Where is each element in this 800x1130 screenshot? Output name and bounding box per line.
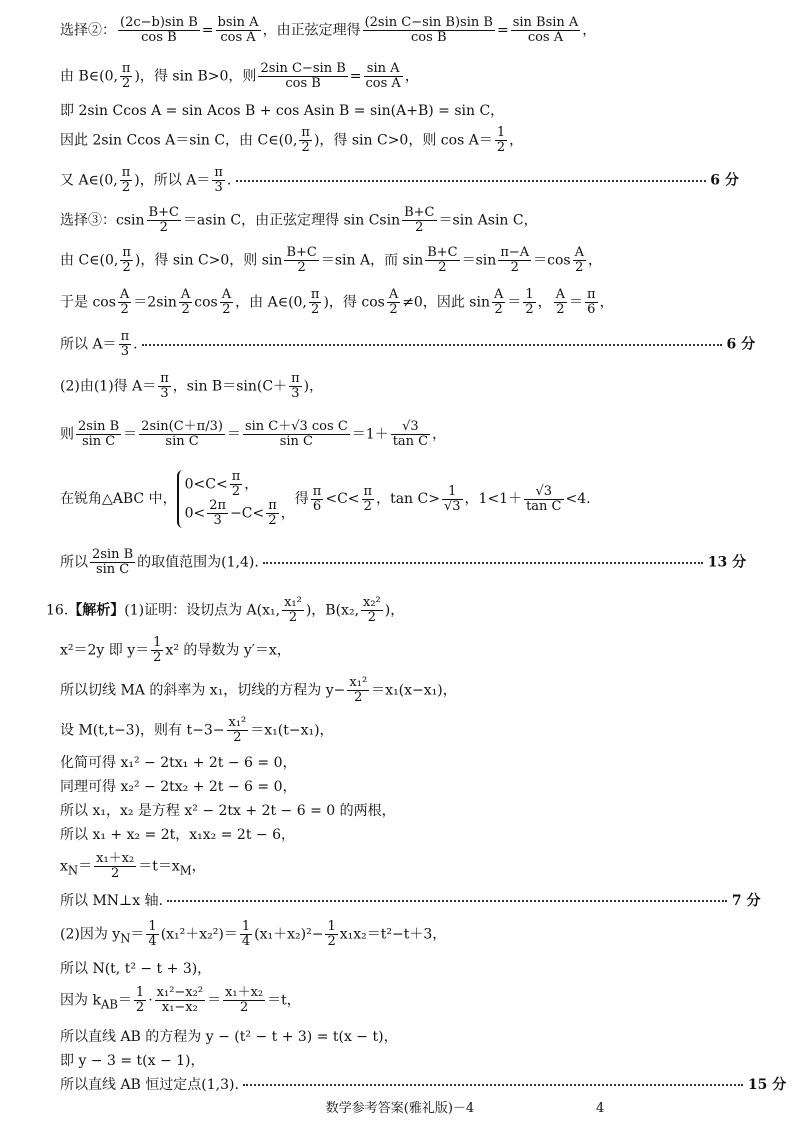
page-number: 4 — [596, 1101, 605, 1116]
line-16-similar: 同理可得 x₂² − 2tx₂ + 2t − 6 = 0， — [60, 779, 297, 795]
score-6-b: 6 分 — [726, 336, 756, 353]
line-13: 所以 $\frac{\text{2sin B}}{\text{sin C}}$ 的取值范围为(1,4). 13 分 — [60, 547, 747, 577]
line-16-yN: (2)因为 $y_N=$ $\frac{1}{4}$ (x₁²＋x₂²)＝ $\frac{1}{4}$ (x₁＋x₂)²− $\frac{1}{2}$ x₁x₂＝t²−t＋3， — [60, 919, 447, 949]
line-16-AB-eq: 所以直线 AB 的方程为 y − (t² − t + 3) = t(x − t)， — [60, 1029, 398, 1045]
line-16-kAB: 因为 $k_{AB}=$ $\frac{1}{2}$ · $\frac{\text{x₁²−x₂²}}{\text{x₁−x₂}}$ ＝ $\frac{\text{x₁＋x₂}}{2}$ ＝t， — [60, 985, 301, 1015]
option2-label: 选择②： — [60, 22, 116, 39]
score-7: 7 分 — [731, 893, 761, 909]
line-9: 所以 A＝ $\frac{\pi}{3}$ . 6 分 — [60, 329, 756, 359]
line-11: 则 $\frac{\text{2sin B}}{\text{sin C}}$ ＝ $\frac{2\sin(C+\pi/3)}{\text{sin C}}$ ＝ $\frac{\text{sin C＋√3 cos C}}{\text{sin C}}$ ＝1＋ $\frac{√3}{\text{tan C}}$ ， — [60, 419, 447, 449]
line-16-derivative: x²＝2y 即 y＝ $\frac{1}{2}$ x² 的导数为 y′＝x， — [60, 635, 291, 665]
line-16-simplify: 化简可得 x₁² − 2tx₁ + 2t − 6 = 0， — [60, 755, 297, 771]
score-15: 15 分 — [747, 1077, 787, 1093]
score-13: 13 分 — [707, 554, 747, 571]
line-16-tangent: 所以切线 MA 的斜率为 x₁，切线的方程为 y− $\frac{\text{x₁²}}{2}$ ＝x₁(x−x₁)， — [60, 675, 457, 705]
line-2: 由 B∈(0, $\frac{\pi}{2}$ )，得 sin B>0，则 $\frac{\text{2sin C−sin B}}{\text{cos B}}$ = $\frac{\text{sin A}}{\text{cos A}}$ ， — [60, 61, 419, 91]
line-10: (2)由(1)得 A＝ $\frac{\pi}{3}$ ，sin B＝sin(C＋ $\frac{\pi}{3}$ )， — [60, 371, 324, 401]
score-6-a: 6 分 — [710, 172, 739, 189]
line-3: 即 2sin Ccos A = sin Acos B + cos Asin B = sin(A+B) = sin C， — [60, 103, 505, 119]
line-16-perp: 所以 MN⊥x 轴. 7 分 — [60, 893, 761, 909]
line-option2-intro: 选择②： $\frac{\text{(2c−b)sin B}}{\text{cos B}}$ = $\frac{\text{bsin A}}{\text{cos A}}$ ，由正弦定理得 $\frac{\text{(2sin C−sin B)sin B}}{\text{cos B}}$ = $\frac{\text{sin Bsin A}}{\text{cos A}}$ ， — [60, 15, 597, 45]
line-6: 选择③：csin $\frac{B+C}{2}$ ＝asin C，由正弦定理得 sin Csin $\frac{B+C}{2}$ ＝sin Asin C， — [60, 205, 538, 235]
line-16-intro: 16.【解析】(1)证明：设切点为 A(x₁, $\frac{\text{x₁²}}{2}$ )，B(x₂, $\frac{\text{x₂²}}{2}$ )， — [46, 595, 405, 625]
line-16-AB-simple: 即 y − 3 = t(x − 1)， — [60, 1053, 205, 1069]
line-5: 又 A∈(0, $\frac{\pi}{2}$ )，所以 A＝ $\frac{\pi}{3}$ . 6 分 — [60, 165, 739, 195]
line-16-xN: $x_N=$ $\frac{\text{x₁＋x₂}}{2}$ $=t=x_M$， — [60, 851, 206, 881]
line-16-roots: 所以 x₁，x₂ 是方程 x² − 2tx + 2t − 6 = 0 的两根， — [60, 803, 396, 819]
line-12: 在锐角△ABC 中， 0<C< $\frac{\pi}{2}$ ， 0< $\frac{2\pi}{3}$ −C< $\frac{\pi}{2}$ ， 得 $\frac{\pi}{6}$ <C< $\frac{\pi}{2}$ ，tan C> $\frac{1}{√3}$ ，1<1＋ $\frac{√3}{\text{tan C}}$ <4. — [60, 469, 591, 528]
line-8: 于是 cos $\frac{A}{2}$ ＝2sin $\frac{A}{2}$ cos $\frac{A}{2}$ ，由 A∈(0, $\frac{\pi}{2}$ )，得 cos $\frac{A}{2}$ ≠0，因此 sin $\frac{A}{2}$ ＝ $\frac{1}{2}$ ， $\frac{A}{2}$ ＝ $\frac{\pi}{6}$ ， — [60, 287, 614, 317]
line-7: 由 C∈(0, $\frac{\pi}{2}$ )，得 sin C>0，则 sin $\frac{B+C}{2}$ ＝sin A，而 sin $\frac{B+C}{2}$ ＝sin $\frac{\pi-A}{2}$ ＝cos $\frac{A}{2}$ ， — [60, 245, 602, 275]
line-16-vieta: 所以 x₁ + x₂ = 2t，x₁x₂ = 2t − 6， — [60, 827, 295, 843]
line-4: 因此 2sin Ccos A＝sin C，由 C∈(0, $\frac{\pi}{2}$ )，得 sin C>0，则 cos A＝ $\frac{1}{2}$ ， — [60, 125, 524, 155]
line-16-setM: 设 M(t,t−3)，则有 t−3− $\frac{\text{x₁²}}{2}$ ＝x₁(t−x₁)， — [60, 715, 334, 745]
line-16-N: 所以 N(t, t² − t + 3)， — [60, 961, 212, 977]
line-16-fixed-point: 所以直线 AB 恒过定点(1,3). 15 分 — [60, 1077, 787, 1093]
page-footer: 数学参考答案(雅礼版)－4 — [325, 1101, 475, 1116]
